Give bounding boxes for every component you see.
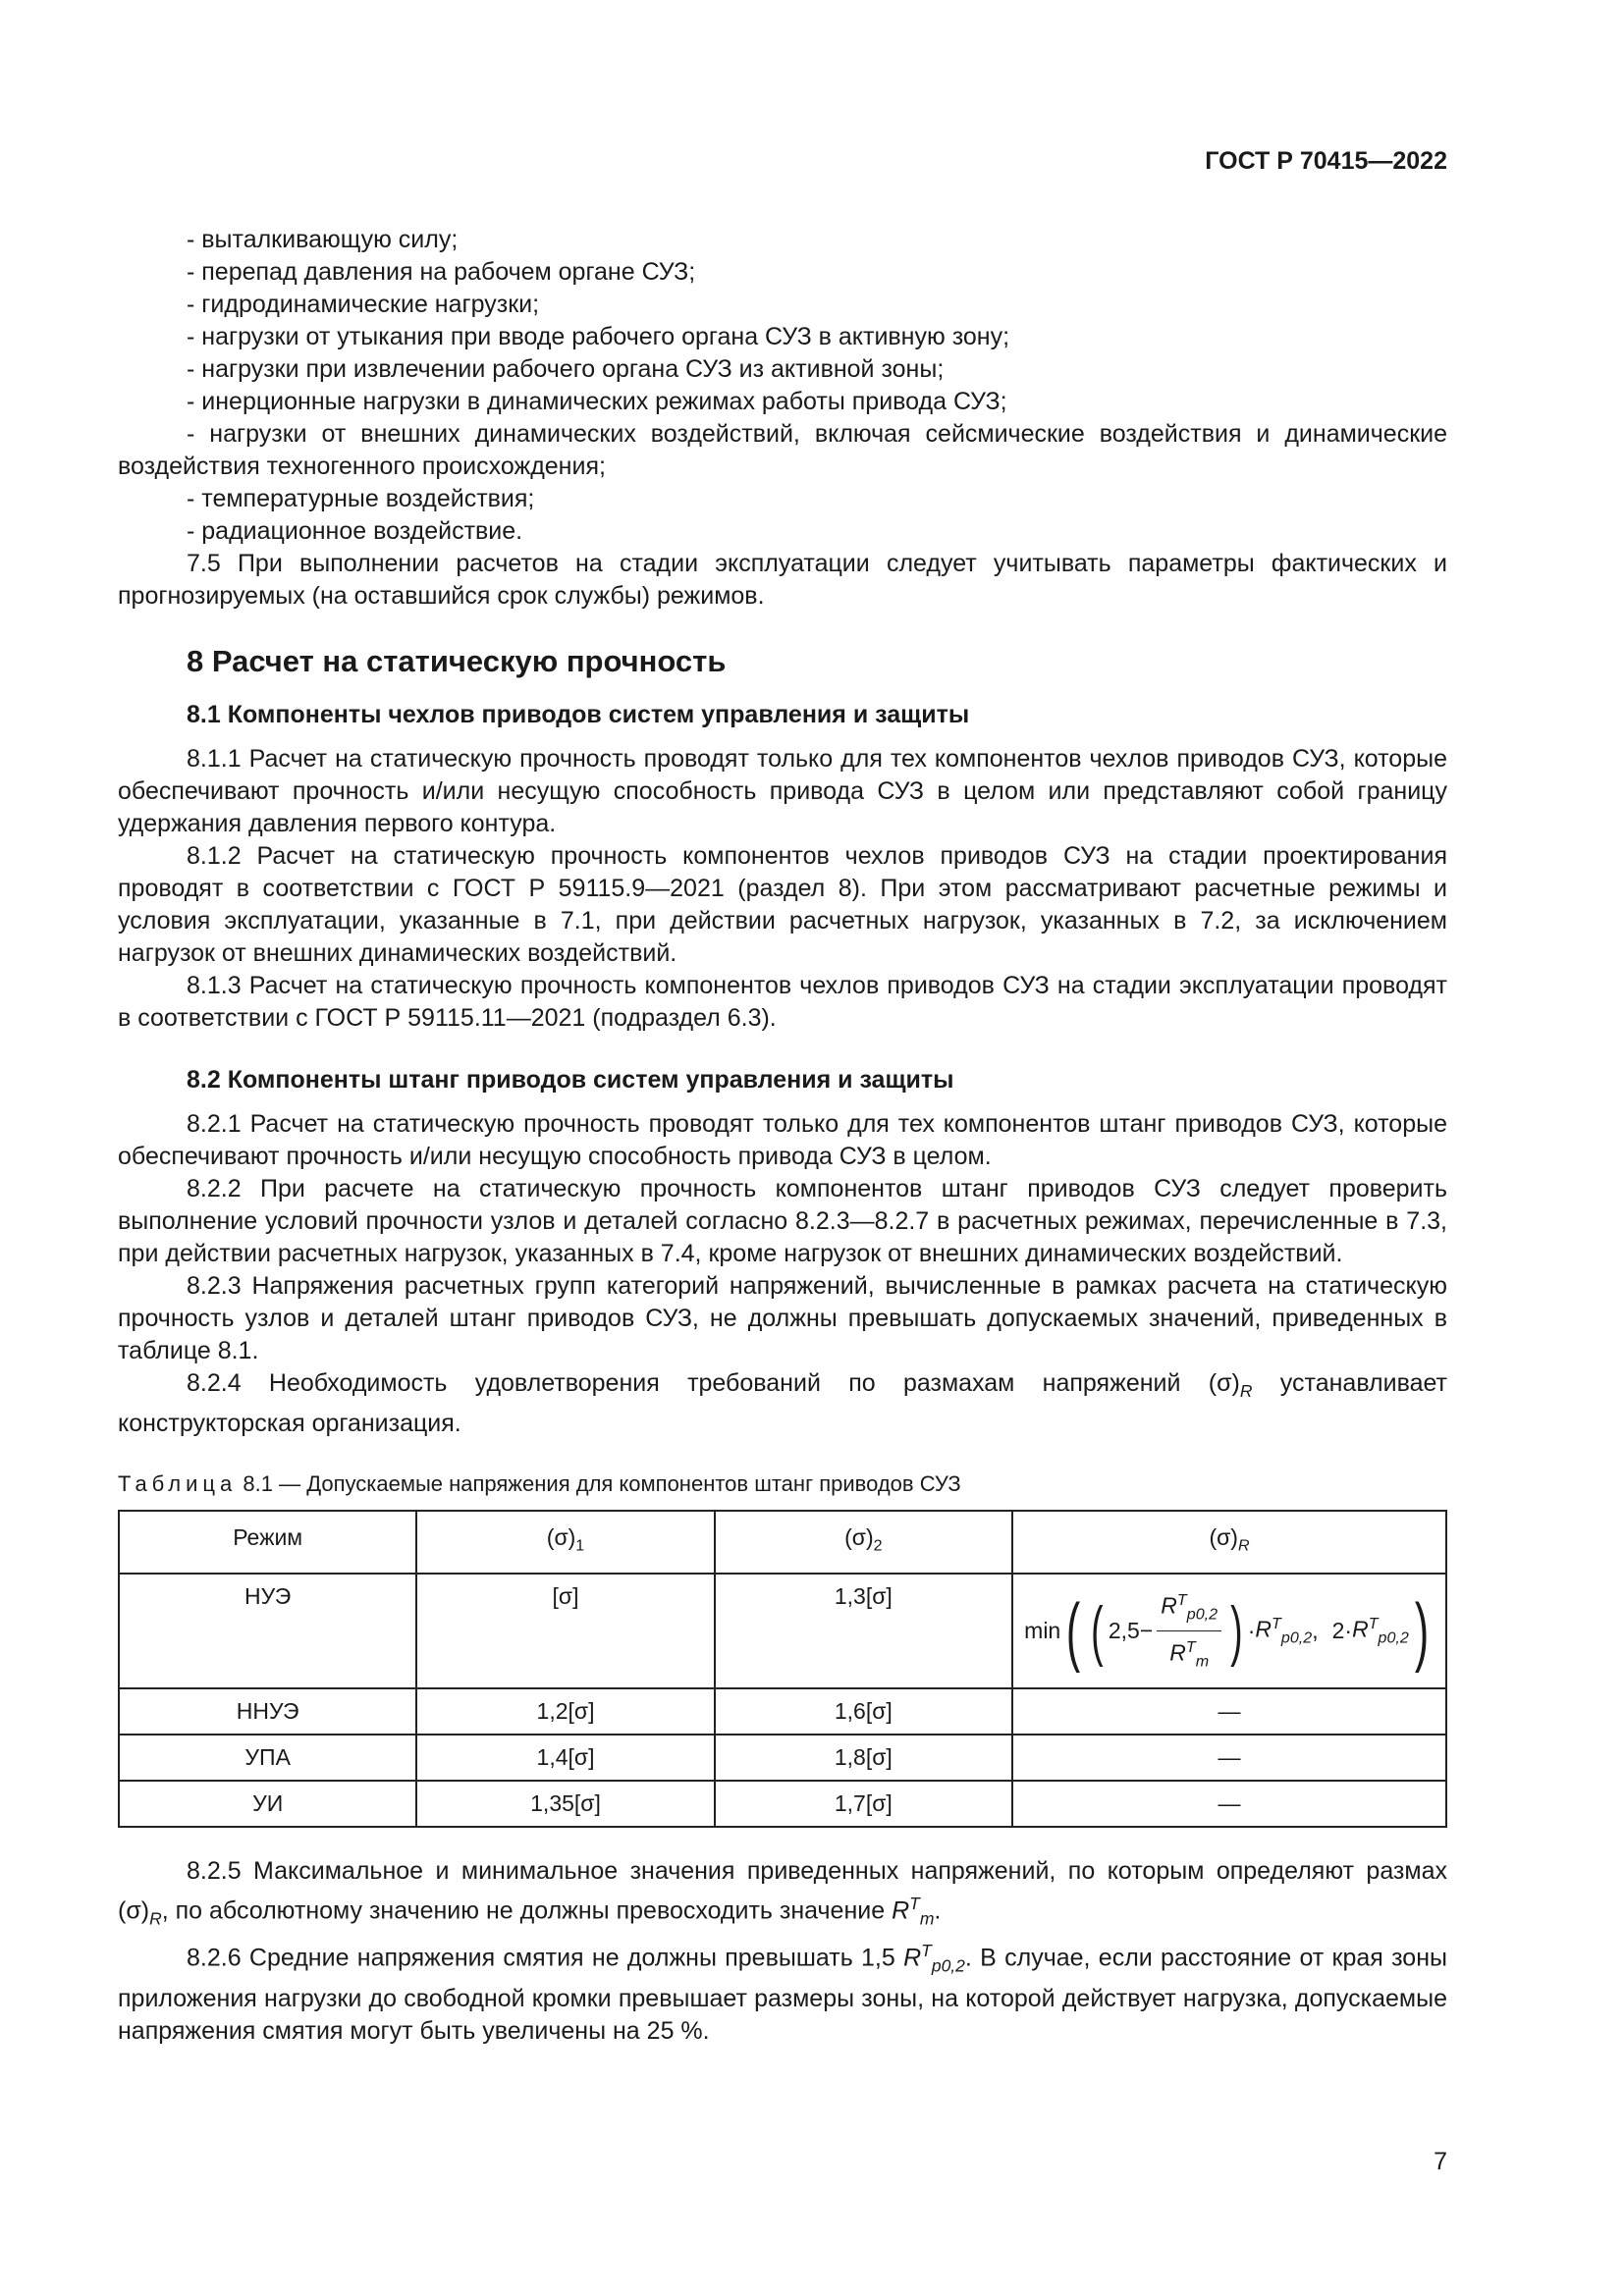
formula-paren: ( xyxy=(1091,1593,1104,1669)
cell-sigma-1: 1,2[σ] xyxy=(416,1688,714,1735)
table-row xyxy=(119,1735,1446,1781)
list-item: - инерционные нагрузки в динамических режимах работы привода СУЗ; xyxy=(187,388,1007,415)
cell-sigma-1: [σ] xyxy=(416,1574,714,1689)
cell-sigma-2: 1,3[σ] xyxy=(715,1574,1012,1689)
cell-mode: ННУЭ xyxy=(119,1688,416,1735)
formula-paren: ) xyxy=(1230,1593,1243,1669)
document-body xyxy=(118,224,1447,2048)
paragraph-8-1-2: 8.1.2 Расчет на статическую прочность компонентов чехлов приводов СУЗ на стадии проектирования проводят в соответствии с ГОСТ Р 59115.9—2021 (раздел 8). При этом рассматривают расчетные режимы и условия эксплуатации, указанные в 7.1, при действии расчетных нагрузок, указанных в 7.2, за исключением нагрузок от внешних динамических воздействий. xyxy=(118,842,1447,967)
paragraph-text: , по абсолютному значению не должны превосходить значение xyxy=(161,1896,893,1925)
list-item: - температурные воздействия; xyxy=(187,485,535,512)
formula-fraction xyxy=(1157,1584,1221,1679)
subscript: R xyxy=(149,1908,162,1929)
formula-constant: 2 xyxy=(1331,1617,1345,1643)
fraction-numerator xyxy=(1157,1584,1221,1631)
list-item: - нагрузки от утыкания при вводе рабочего органа СУЗ в активную зону; xyxy=(187,323,1010,350)
paragraph-8-2-6 xyxy=(118,1935,1447,2047)
table-row xyxy=(119,1688,1446,1735)
formula-operator: − xyxy=(1139,1617,1154,1643)
subscript: R xyxy=(1239,1381,1253,1401)
cell-sigma-2: 1,6[σ] xyxy=(715,1688,1012,1735)
cell-sigma-r-formula xyxy=(1012,1574,1446,1689)
list-item: - радиационное воздействие. xyxy=(187,517,523,545)
allowable-stress-table xyxy=(118,1510,1447,1828)
table-row xyxy=(119,1574,1446,1689)
cell-sigma-r: — xyxy=(1012,1735,1446,1781)
formula-paren: ) xyxy=(1414,1587,1429,1675)
cell-sigma-1: 1,35[σ] xyxy=(416,1781,714,1827)
symbol-r: R xyxy=(1169,1639,1186,1666)
paragraph-text: . В случае, если расстояние от края зоны приложения нагрузки до свободной кромки превышает размеры зоны, на которой действует нагрузка, допускаемые напряжения смятия могут быть увеличены на 25 %. xyxy=(118,1944,1447,2045)
superscript-t: T xyxy=(1176,1590,1187,1609)
symbol-r: R xyxy=(903,1944,922,1972)
symbol-r: R xyxy=(892,1896,910,1925)
list-item: - гидродинамические нагрузки; xyxy=(187,291,540,318)
cell-sigma-2: 1,8[σ] xyxy=(715,1735,1012,1781)
header-subscript: 2 xyxy=(873,1536,883,1555)
formula-constant: 2,5 xyxy=(1108,1617,1140,1643)
page-number: 7 xyxy=(1434,2148,1447,2175)
formula-term xyxy=(1255,1608,1312,1654)
header-sigma-r xyxy=(1012,1511,1446,1574)
list-item: - выталкивающую силу; xyxy=(187,226,459,253)
table-caption xyxy=(118,1468,1447,1500)
table-row xyxy=(119,1781,1446,1827)
paragraph-text: 8.2.4 Необходимость удовлетворения требований по размахам напряжений (σ) xyxy=(187,1369,1240,1397)
subscript-p02: p0,2 xyxy=(1186,1604,1218,1623)
section-8-title: 8 Расчет на статическую прочность xyxy=(187,644,727,678)
cell-sigma-1: 1,4[σ] xyxy=(416,1735,714,1781)
subscript-m: m xyxy=(1195,1652,1210,1671)
paragraph-text: устанавливает конструкторская организация. xyxy=(118,1369,1448,1437)
symbol-r: R xyxy=(1255,1616,1272,1642)
paragraph-8-1-3: 8.1.3 Расчет на статическую прочность компонентов чехлов приводов СУЗ на стадии эксплуатации проводят в соответствии с ГОСТ Р 59115.11—2021 (подраздел 6.3). xyxy=(118,972,1447,1032)
subscript-p02: p0,2 xyxy=(1378,1628,1409,1646)
formula-comma: , xyxy=(1312,1617,1319,1643)
table-header-row xyxy=(119,1511,1446,1574)
paragraph-7-5: 7.5 При выполнении расчетов на стадии эксплуатации следует учитывать параметры фактических и прогнозируемых (на оставшийся срок службы) режимов. xyxy=(118,550,1447,610)
superscript-t: T xyxy=(1272,1614,1281,1632)
list-item: - нагрузки от внешних динамических воздействий, включая сейсмические воздействия и динамические воздействия техногенного происхождения; xyxy=(118,420,1447,480)
cell-mode: НУЭ xyxy=(119,1574,416,1689)
subscript-m: m xyxy=(919,1908,935,1929)
cell-sigma-r: — xyxy=(1012,1781,1446,1827)
formula-min: min xyxy=(1024,1617,1061,1643)
paragraph-8-2-5 xyxy=(118,1855,1447,1935)
paragraph-8-2-2: 8.2.2 При расчете на статическую прочность компонентов штанг приводов СУЗ следует проверить выполнение условий прочности узлов и деталей согласно 8.2.3—8.2.7 в расчетных режимах, перечисленные в 7.3, при действии расчетных нагрузок, указанных в 7.4, кроме нагрузок от внешних динамических воздействий. xyxy=(118,1175,1447,1267)
cell-mode: УПА xyxy=(119,1735,416,1781)
symbol-r: R xyxy=(1352,1616,1369,1642)
formula-paren: ( xyxy=(1066,1587,1081,1675)
table-caption-text: 8.1 — Допускаемые напряжения для компонентов штанг приводов СУЗ xyxy=(243,1471,961,1496)
fraction-denominator xyxy=(1165,1631,1213,1678)
subsection-8-2-title: 8.2 Компоненты штанг приводов систем управления и защиты xyxy=(187,1066,954,1094)
table-caption-label: Таблица xyxy=(118,1471,238,1496)
header-sigma-2 xyxy=(715,1511,1012,1574)
paragraph-text: 8.2.6 Средние напряжения смятия не должны превышать 1,5 xyxy=(187,1944,904,1972)
paragraph-8-2-1: 8.2.1 Расчет на статическую прочность проводят только для тех компонентов штанг приводов СУЗ, которые обеспечивают прочность и/или несущую способность привода СУЗ в целом. xyxy=(118,1110,1447,1170)
superscript-t: T xyxy=(921,1941,932,1961)
superscript-t: T xyxy=(909,1894,920,1914)
superscript-t: T xyxy=(1368,1614,1379,1632)
subscript-p02: p0,2 xyxy=(931,1955,965,1976)
formula-operator: · xyxy=(1344,1617,1353,1643)
cell-sigma-2: 1,7[σ] xyxy=(715,1781,1012,1827)
subsection-8-1-title: 8.1 Компоненты чехлов приводов систем управления и защиты xyxy=(187,701,970,728)
min-formula xyxy=(1024,1584,1435,1679)
paragraph-8-2-3: 8.2.3 Напряжения расчетных групп категорий напряжений, вычисленные в рамках расчета на статическую прочность узлов и деталей штанг приводов СУЗ, не должны превышать допускаемых значений, приведенных в таблице 8.1. xyxy=(118,1272,1447,1364)
cell-sigma-r: — xyxy=(1012,1688,1446,1735)
header-text: (σ) xyxy=(844,1524,874,1550)
paragraph-8-1-1: 8.1.1 Расчет на статическую прочность проводят только для тех компонентов чехлов приводов СУЗ, которые обеспечивают прочность и/или несущую способность привода СУЗ в целом или представляют собой границу удержания давления первого контура. xyxy=(118,745,1447,837)
formula-term xyxy=(1352,1608,1409,1654)
document-id-header: ГОСТ Р 70415—2022 xyxy=(1205,147,1447,175)
header-mode: Режим xyxy=(119,1511,416,1574)
symbol-r: R xyxy=(1161,1592,1177,1619)
header-subscript: 1 xyxy=(575,1536,585,1555)
superscript-t: T xyxy=(1185,1637,1196,1656)
header-sigma-1 xyxy=(416,1511,714,1574)
header-text: (σ) xyxy=(546,1524,576,1550)
paragraph-text: . xyxy=(934,1896,942,1925)
formula-operator: · xyxy=(1247,1617,1256,1643)
paragraph-text: 8.2.5 Максимальное и минимальное значения приведенных напряжений, по которым определяют размах (σ) xyxy=(118,1857,1447,1925)
list-item: - перепад давления на рабочем органе СУЗ; xyxy=(187,258,696,286)
header-subscript: R xyxy=(1237,1536,1250,1555)
cell-mode: УИ xyxy=(119,1781,416,1827)
subscript-p02: p0,2 xyxy=(1280,1628,1313,1646)
header-text: (σ) xyxy=(1209,1524,1238,1550)
paragraph-8-2-4 xyxy=(118,1367,1447,1440)
list-item: - нагрузки при извлечении рабочего органа СУЗ из активной зоны; xyxy=(187,355,945,383)
